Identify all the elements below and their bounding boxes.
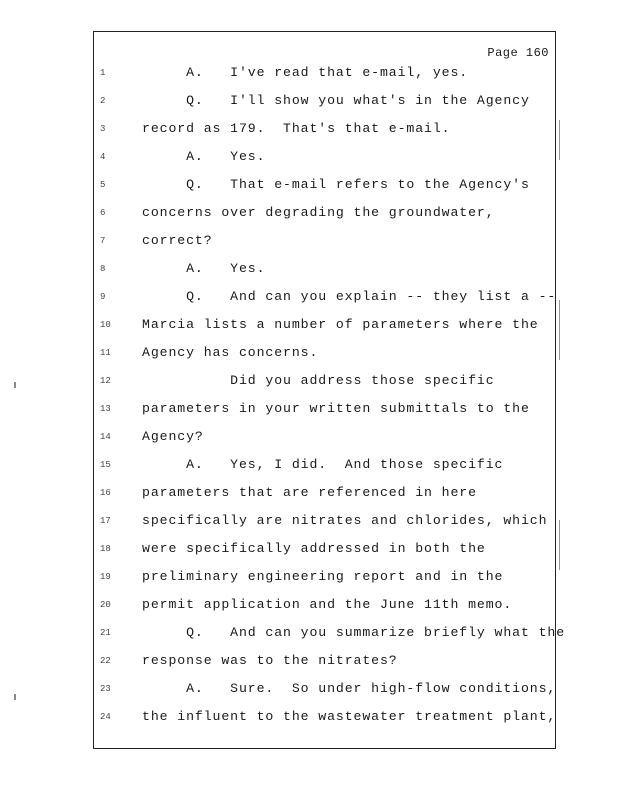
scan-mark bbox=[559, 120, 560, 160]
line-number: 12 bbox=[100, 376, 111, 386]
scan-mark bbox=[559, 520, 560, 570]
transcript-line bbox=[94, 709, 555, 737]
line-text: Q. And can you explain -- they list a -- bbox=[142, 289, 557, 304]
transcript-line bbox=[94, 653, 555, 681]
transcript-line bbox=[94, 149, 555, 177]
line-text: A. Yes, I did. And those specific bbox=[142, 457, 504, 472]
transcript-line bbox=[94, 401, 555, 429]
transcript-line bbox=[94, 317, 555, 345]
line-number: 1 bbox=[100, 68, 106, 78]
line-text: were specifically addressed in both the bbox=[142, 541, 486, 556]
line-text: parameters that are referenced in here bbox=[142, 485, 477, 500]
line-text: A. I've read that e-mail, yes. bbox=[142, 65, 469, 80]
scan-mark bbox=[559, 300, 560, 360]
line-text: response was to the nitrates? bbox=[142, 653, 398, 668]
line-number: 2 bbox=[100, 96, 106, 106]
line-text: correct? bbox=[142, 233, 213, 248]
line-number: 7 bbox=[100, 236, 106, 246]
transcript-line bbox=[94, 429, 555, 457]
line-number: 10 bbox=[100, 320, 111, 330]
line-number: 5 bbox=[100, 180, 106, 190]
line-text: permit application and the June 11th memo. bbox=[142, 597, 513, 612]
transcript-line bbox=[94, 233, 555, 261]
line-text: Q. I'll show you what's in the Agency bbox=[142, 93, 530, 108]
line-number: 3 bbox=[100, 124, 106, 134]
line-number: 15 bbox=[100, 460, 111, 470]
line-number: 19 bbox=[100, 572, 111, 582]
line-text: A. Sure. So under high-flow conditions, bbox=[142, 681, 557, 696]
line-text: Did you address those specific bbox=[142, 373, 495, 388]
transcript-line bbox=[94, 93, 555, 121]
transcript-line bbox=[94, 289, 555, 317]
line-number: 11 bbox=[100, 348, 111, 358]
line-text: Q. And can you summarize briefly what the bbox=[142, 625, 566, 640]
line-text: record as 179. That's that e-mail. bbox=[142, 121, 451, 136]
page-number: Page 160 bbox=[487, 46, 549, 60]
transcript-line bbox=[94, 345, 555, 373]
scan-mark bbox=[14, 382, 16, 388]
line-text: preliminary engineering report and in the bbox=[142, 569, 504, 584]
scan-mark bbox=[14, 694, 16, 700]
transcript-line bbox=[94, 205, 555, 233]
line-text: A. Yes. bbox=[142, 261, 266, 276]
transcript-line bbox=[94, 261, 555, 289]
transcript-line bbox=[94, 177, 555, 205]
line-text: concerns over degrading the groundwater, bbox=[142, 205, 495, 220]
line-number: 6 bbox=[100, 208, 106, 218]
transcript-line bbox=[94, 681, 555, 709]
line-number: 21 bbox=[100, 628, 111, 638]
line-text: specifically are nitrates and chlorides, which bbox=[142, 513, 548, 528]
transcript-line bbox=[94, 121, 555, 149]
line-text: Agency has concerns. bbox=[142, 345, 319, 360]
line-text: Q. That e-mail refers to the Agency's bbox=[142, 177, 530, 192]
transcript-page bbox=[93, 31, 566, 749]
transcript-line bbox=[94, 569, 555, 597]
line-number: 4 bbox=[100, 152, 106, 162]
line-number: 20 bbox=[100, 600, 111, 610]
line-number: 17 bbox=[100, 516, 111, 526]
transcript-line bbox=[94, 373, 555, 401]
transcript-line bbox=[94, 597, 555, 625]
line-number: 14 bbox=[100, 432, 111, 442]
line-number: 23 bbox=[100, 684, 111, 694]
transcript-line bbox=[94, 541, 555, 569]
line-text: Marcia lists a number of parameters where the bbox=[142, 317, 539, 332]
transcript-line bbox=[94, 65, 555, 93]
line-number: 9 bbox=[100, 292, 106, 302]
line-number: 18 bbox=[100, 544, 111, 554]
transcript-line bbox=[94, 625, 566, 653]
line-text: the influent to the wastewater treatment plant, bbox=[142, 709, 557, 724]
line-number: 24 bbox=[100, 712, 111, 722]
line-text: A. Yes. bbox=[142, 149, 266, 164]
transcript-line bbox=[94, 513, 555, 541]
line-number: 8 bbox=[100, 264, 106, 274]
transcript-line bbox=[94, 485, 555, 513]
line-number: 22 bbox=[100, 656, 111, 666]
line-text: Agency? bbox=[142, 429, 204, 444]
line-text: parameters in your written submittals to the bbox=[142, 401, 530, 416]
line-number: 16 bbox=[100, 488, 111, 498]
transcript-line bbox=[94, 457, 555, 485]
line-number: 13 bbox=[100, 404, 111, 414]
